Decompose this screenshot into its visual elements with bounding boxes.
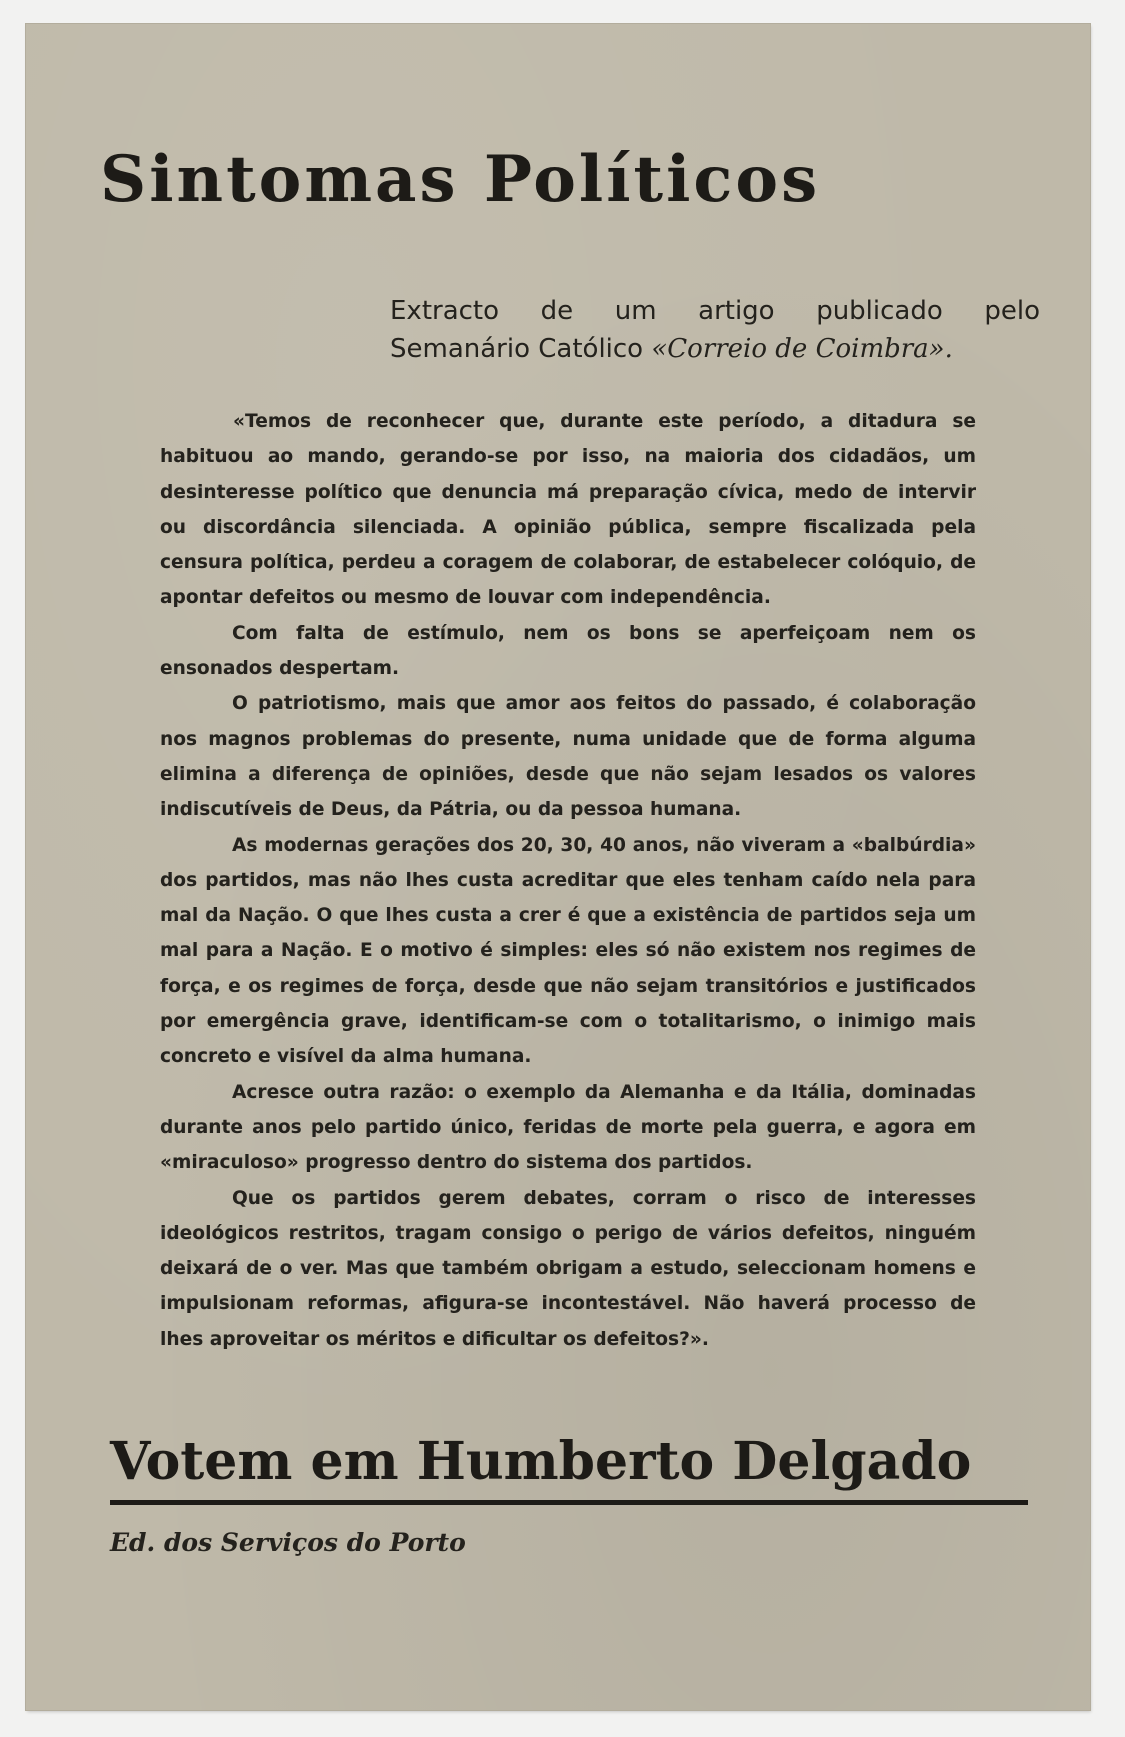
article-paragraph-3: O patriotismo, mais que amor aos feitos do passado, é colaboração nos magnos problemas do presente, numa unidade que de forma alguma elimina a diferença de opiniões, desde que não sejam lesados os valores indiscutíveis de Deus, da Pátria, ou da pessoa humana. — [160, 693, 976, 821]
source-attribution — [390, 292, 1040, 368]
source-publication-name: «Correio de Coimbra». — [651, 334, 953, 364]
leaflet-title: Sintomas Políticos — [100, 142, 821, 217]
article-paragraph-4: As modernas gerações dos 20, 30, 40 anos, não viveram a «balbúrdia» dos partidos, mas não lhes custa acreditar que eles tenham caído nela para mal da Nação. O que lhes custa a crer é que a existência de partidos seja um mal para a Nação. E o motivo é simples: eles só não existem nos regimes de força, e os regimes de força, desde que não sejam transitórios e justificados por emergência grave, identificam-se com o totalitarismo, o inimigo mais concreto e visível da alma humana. — [160, 834, 976, 1068]
source-line-1: Extracto de um artigo publicado pelo — [390, 296, 1040, 326]
source-line-2 — [390, 334, 953, 364]
campaign-slogan: Votem em Humberto Delgado — [110, 1431, 972, 1492]
article-paragraph-5: Acresce outra razão: o exemplo da Alemanha e da Itália, dominadas durante anos pelo partido único, feridas de morte pela guerra, e agora em «miraculoso» progresso dentro do sistema dos partidos. — [160, 1081, 976, 1174]
article-paragraph-2: Com falta de estímulo, nem os bons se aperfeiçoam nem os ensonados despertam. — [160, 622, 976, 680]
article-paragraph-6: Que os partidos gerem debates, corram o risco de interesses ideológicos restritos, tragam consigo o perigo de vários defeitos, ninguém deixará de o ver. Mas que também obrigam a estudo, seleccionam homens e impulsionam reformas, afigura-se incontestável. Não haverá processo de lhes aproveitar os méritos e dificultar os defeitos?». — [160, 1187, 976, 1350]
slogan-underline — [110, 1500, 1028, 1505]
publisher-credit: Ed. dos Serviços do Porto — [110, 1528, 466, 1557]
source-newspaper-type: Semanário Católico — [390, 334, 644, 364]
article-extract — [160, 404, 976, 1357]
article-paragraph-1: «Temos de reconhecer que, durante este período, a ditadura se habituou ao mando, gerando-se por isso, na maioria dos cidadãos, um desinteresse político que denuncia má preparação cívica, medo de intervir ou discordância silenciada. A opinião pública, sempre fiscalizada pela censura política, perdeu a coragem de colaborar, de estabelecer colóquio, de apontar defeitos ou mesmo de louvar com independência. — [160, 411, 976, 609]
